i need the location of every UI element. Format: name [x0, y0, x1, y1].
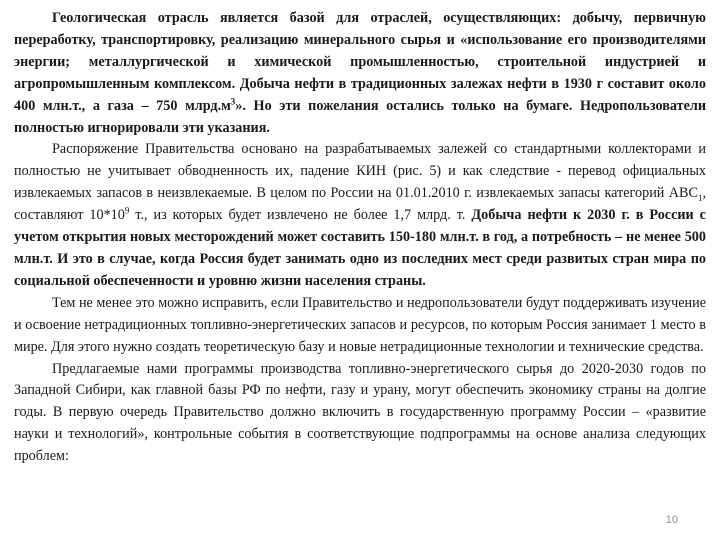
cubic-superscript: 3: [230, 95, 236, 106]
production-forecast-bold: Добыча нефти к 2030 г. в России с учетом открытия новых месторождений может составить 150-180 млн.т. в год, а потребность – не менее 500 млн.т. И это в случае, когда Россия будет занимать одно из последних мест среди развитых стран мира по социальной обеспеченности и уровню жизни населения страны.: [14, 207, 706, 289]
paragraph-geology: [14, 8, 706, 139]
order-text-2: , составляют 10*10: [14, 185, 706, 224]
paragraph-nevertheless: Тем не менее это можно исправить, если Правительство и недропользователи будут поддерживать изучение и освоение нетрадиционных топливно-энергетических запасов и ресурсов, по которым Россия занимает 1 место в мире. Для этого нужно создать теоретическую базу и новые нетрадиционные технологии и технические средства.: [14, 294, 706, 355]
paragraph-programs: Предлагаемые нами программы производства топливно-энергетического сырья до 2020-2030 годов по Западной Сибири, как главной базы РФ по нефти, газу и урану, могут обеспечить экономику страны на долгие годы. В первую очередь Правительство должно включить в государственную программу России – «развитие науки и технологий», контрольные события в соответствующие подпрограммы на основе анализа следующих проблем:: [14, 360, 706, 465]
order-text-3: т., из которых будет извлечено не более 1,7 млрд. т.: [129, 207, 466, 224]
geology-sentence: Геологическая отрасль является базой для отраслей, осуществляющих: добычу, первичную переработку, транспортировку, реализацию минерального сырья и «использование его производителями энергии; металлургической и химической промышленностью, строительной индустрией и агропромышленным комплексом.: [14, 10, 706, 92]
order-text: Распоряжение Правительства основано на разрабатываемых залежей со стандартными коллекторами и полностью не учитывает обводненность их, падение КИН (рис. 5) и как следствие - перевод официальных извлекаемых запасов в неизвлекаемые. В целом по России на 01.01.2010 г. извлекаемых запасы категорий АВС: [14, 141, 706, 202]
ignored-sentence: ». Но эти пожелания остались только на бумаге. Недропользователи полностью игнорировали эти указания.: [14, 97, 706, 136]
power-superscript: 9: [124, 205, 130, 216]
category-subscript: 1: [697, 193, 703, 204]
oil-forecast-sentence: Добыча нефти в традиционных залежах нефти в 1930 г составит около 400 млн.т., а газа – 750 млрд.м: [14, 75, 706, 114]
body-text: [14, 8, 706, 468]
paragraph-government-order: [14, 139, 706, 292]
page-number: 10: [665, 514, 678, 526]
